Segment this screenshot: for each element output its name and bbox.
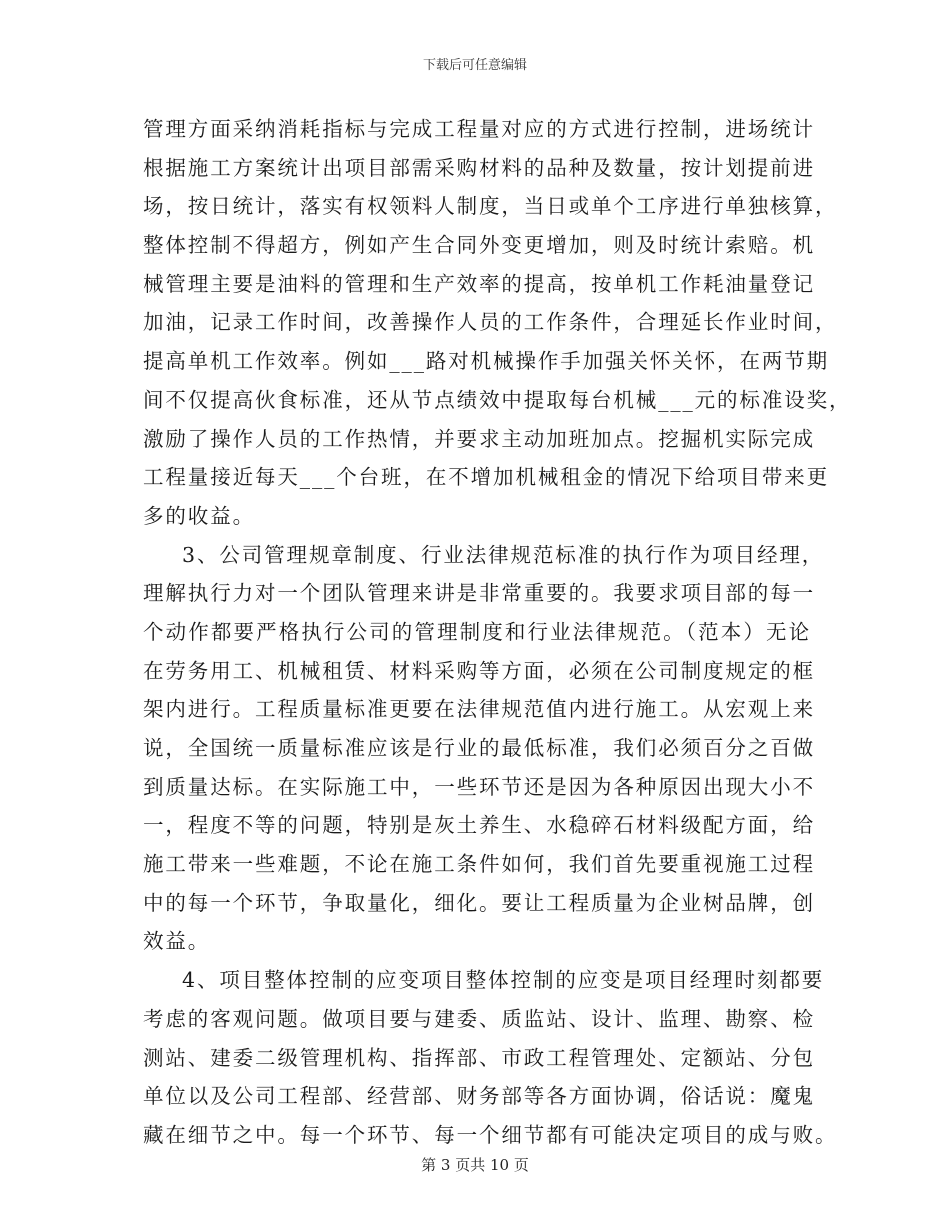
text-line: 械管理主要是油料的管理和生产效率的提高，按单机工作耗油量登记 [143,271,815,296]
text-line: 效益。 [143,929,211,954]
text-line: 藏在细节之中。每一个环节、每一个细节都有可能决定项目的成与败。 [143,1122,838,1147]
text-line: 整体控制不得超方，例如产生合同外变更增加，则及时统计索赔。机 [143,233,815,258]
text-line: 中的每一个环节，争取量化，细化。要让工程质量为企业树品牌，创 [143,890,815,915]
text-line: 根据施工方案统计出项目部需采购材料的品种及数量，按计划提前进 [143,155,815,180]
text-line: 施工带来一些难题，不论在施工条件如何，我们首先要重视施工过程 [143,852,815,877]
text-line: 间不仅提高伙食标准，还从节点绩效中提取每台机械___元的标准设奖， [143,387,852,412]
text-line: 测站、建委二级管理机构、指挥部、市政工程管理处、定额站、分包 [143,1045,815,1070]
paragraph [143,110,852,536]
text-line: 在劳务用工、机械租赁、材料采购等方面，必须在公司制度规定的框 [143,658,815,683]
text-line: 说，全国统一质量标准应该是行业的最低标准，我们必须百分之百做 [143,736,815,760]
text-line: 提高单机工作效率。例如___路对机械操作手加强关怀关怀，在两节期 [143,349,830,374]
text-line: 到质量达标。在实际施工中，一些环节还是因为各种原因出现大小不 [143,774,815,799]
text-line: 4、项目整体控制的应变项目整体控制的应变是项目经理时刻都要 [182,968,825,993]
paragraph [143,961,838,1154]
text-line: 3、公司管理规章制度、行业法律规范标准的执行作为项目经理， [182,542,825,567]
page-footer: 第 3 页共 10 页 [421,1156,529,1174]
text-line: 理解执行力对一个团队管理来讲是非常重要的。我要求项目部的每一 [143,581,815,606]
text-line: 单位以及公司工程部、经营部、财务部等各方面协调，俗话说：魔鬼 [143,1084,815,1109]
text-line: 多的收益。 [143,503,255,528]
text-line: 考虑的客观问题。做项目要与建委、质监站、设计、监理、勘察、检 [143,1006,815,1031]
text-line: 工程量接近每天___个台班，在不增加机械租金的情况下给项目带来更 [143,465,830,490]
document-body [143,110,852,1155]
text-line: 加油，记录工作时间，改善操作人员的工作条件，合理延长作业时间， [143,310,838,335]
text-line: 一，程度不等的问题，特别是灰土养生、水稳碎石材料级配方面，给 [143,813,815,838]
text-line: 架内进行。工程质量标准更要在法律规范值内进行施工。从宏观上来 [143,697,815,722]
text-line: 激励了操作人员的工作热情，并要求主动加班加点。挖掘机实际完成 [143,426,815,451]
paragraph [143,536,825,962]
text-line: 个动作都要严格执行公司的管理制度和行业法律规范。（范本）无论 [143,619,811,644]
page-header: 下载后可任意编辑 [422,58,527,73]
text-line: 场，按日统计，落实有权领料人制度，当日或单个工序进行单独核算， [143,194,838,219]
text-line: 管理方面采纳消耗指标与完成工程量对应的方式进行控制，进场统计 [143,117,815,141]
